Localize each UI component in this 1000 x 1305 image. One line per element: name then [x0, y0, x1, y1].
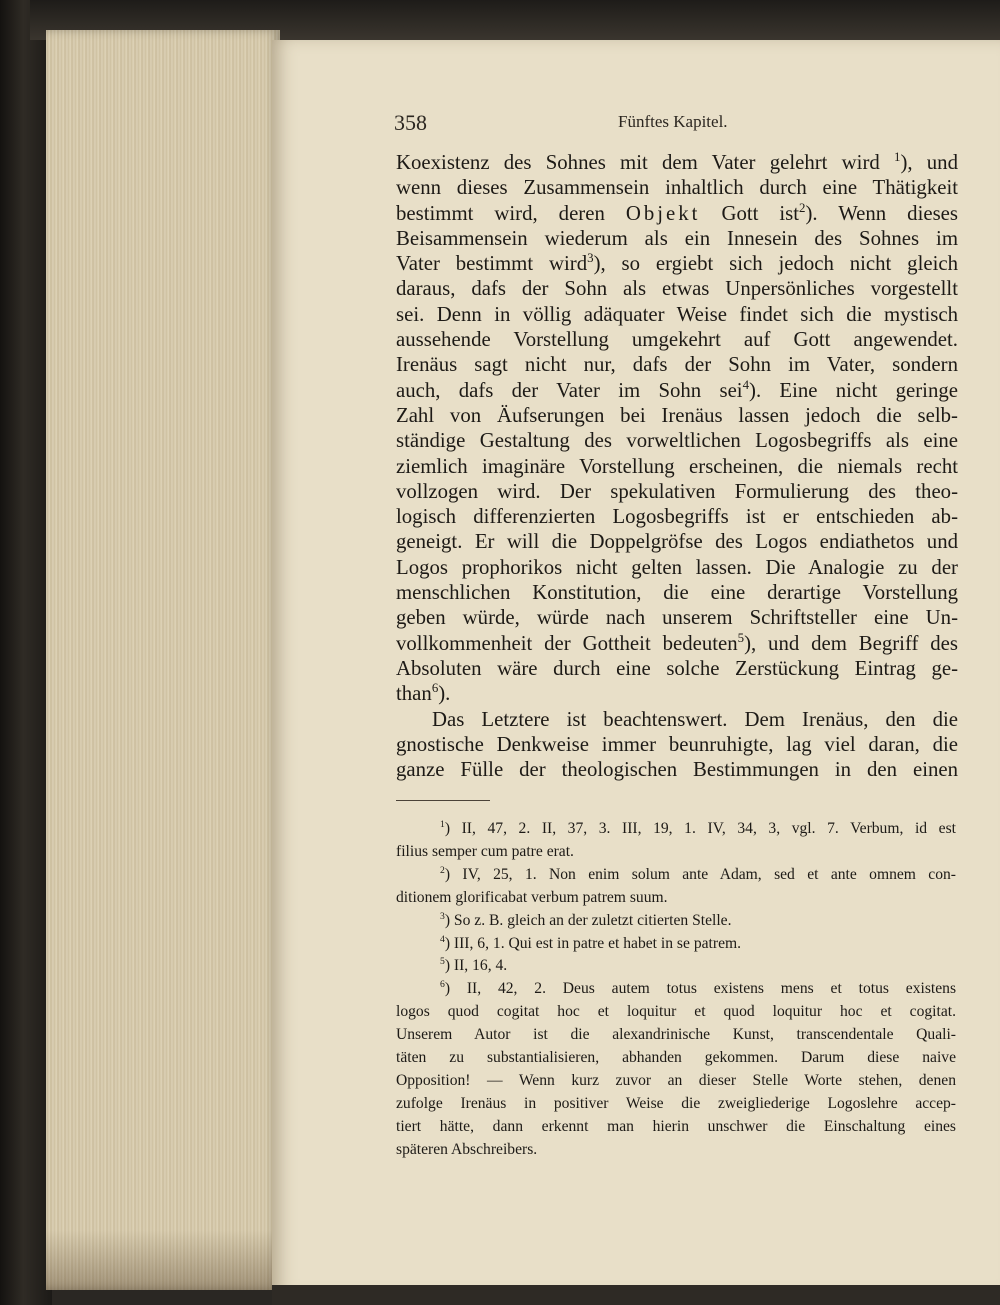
book-page	[272, 40, 1000, 1295]
text-line: logisch differenzierten Logosbegriffs ist er entschieden ab-	[396, 505, 958, 529]
footnote-line: $^4$) III, 6, 1. Qui est in patre et habet in se patrem.	[440, 933, 742, 952]
footnote-line: Unserem Autor ist die alexandrinische Kunst, transcendentale Quali-	[396, 1026, 956, 1044]
text-line: geneigt. Er will die Doppelgröfse des Logos endiathetos und	[396, 530, 958, 554]
text-line: bestimmt wird, deren Objekt Gott ist$^2$). Wenn dieses	[396, 200, 959, 225]
text-line: wenn dieses Zusammensein inhaltlich durch eine Thätigkeit	[396, 176, 958, 200]
footnote-line: Opposition! — Wenn kurz zuvor an dieser Stelle Worte stehen, denen	[396, 1071, 956, 1089]
text-line: Vater bestimmt wird$^3$), so ergiebt sich jedoch nicht gleich	[396, 251, 958, 276]
book-binding	[0, 0, 52, 1305]
running-head: Fünftes Kapitel.	[618, 112, 728, 131]
text-line: Logos prophorikos nicht gelten lassen. Die Analogie zu der	[396, 555, 958, 579]
body-text	[396, 150, 958, 782]
text-line: gnostische Denkweise immer beunruhigte, lag viel daran, die	[396, 732, 958, 756]
footnote-line: $^2$) IV, 25, 1. Non enim solum ante Adam, sed et ante omnem con-	[440, 864, 956, 883]
page-number: 358	[394, 110, 427, 135]
footnote-line: ditionem glorificabat verbum patrem suum.	[396, 888, 668, 906]
text-line: ganze Fülle der theologischen Bestimmungen in den einen	[396, 758, 958, 782]
footnote-line: $^1$) II, 47, 2. II, 37, 3. III, 19, 1. IV, 34, 3, vgl. 7. Verbum, id est	[440, 818, 956, 837]
text-line: Das Letztere ist beachtenswert. Dem Irenäus, den die	[432, 707, 958, 731]
footnote-line: $^6$) II, 42, 2. Deus autem totus existens mens et totus existens	[440, 979, 957, 998]
text-line: menschlichen Konstitution, die eine derartige Vorstellung	[396, 581, 958, 605]
footnote-line: $^5$) II, 16, 4.	[440, 956, 508, 975]
text-line: than$^6$).	[396, 681, 451, 706]
text-line: Zahl von Äufserungen bei Irenäus lassen jedoch die selb-	[396, 403, 958, 427]
footnote-line: filius semper cum patre erat.	[396, 842, 574, 860]
text-line: Koexistenz des Sohnes mit dem Vater gelehrt wird $^1$), und	[396, 150, 958, 174]
footnote-line: tiert hätte, dann erkennt man hierin unschwer die Einschaltung eines	[396, 1117, 956, 1135]
text-line: vollzogen wird. Der spekulativen Formulierung des theo-	[396, 479, 958, 503]
footnote-divider	[396, 800, 490, 801]
text-line: vollkommenheit der Gottheit bedeuten$^5$), und dem Begriff des	[396, 630, 958, 655]
text-line: sei. Denn in völlig adäquater Weise findet sich die mystisch	[396, 302, 958, 326]
footnote-line: $^3$) So z. B. gleich an der zuletzt citierten Stelle.	[440, 910, 732, 929]
footnotes	[396, 818, 956, 1162]
text-line: ständige Gestaltung des vorweltlichen Logosbegriffs als eine	[396, 429, 958, 453]
text-line: geben würde, würde nach unserem Schriftsteller eine Un-	[396, 606, 958, 630]
text-line: Irenäus sagt nicht nur, dafs der Sohn im Vater, sondern	[396, 353, 958, 377]
text-line: Beisammensein wiederum als ein Innesein des Sohnes im	[396, 226, 958, 250]
footnote-line: späteren Abschreibers.	[396, 1140, 538, 1158]
page-header	[394, 110, 954, 140]
text-line: aussehende Vorstellung umgekehrt auf Gott angewendet.	[396, 328, 958, 352]
text-line: auch, dafs der Vater im Sohn sei$^4$). Eine nicht geringe	[396, 377, 958, 402]
page-edges-stack	[46, 30, 280, 1290]
book-bottom-edge	[272, 1285, 1000, 1305]
text-line: daraus, dafs der Sohn als etwas Unpersönliches vorgestellt	[396, 277, 958, 301]
footnote-line: logos quod cogitat hoc et loquitur et quod loquitur hoc et cogitat.	[396, 1003, 956, 1021]
footnote-line: täten zu substantialisieren, abhanden gekommen. Darum diese naive	[396, 1049, 956, 1067]
footnote-line: zufolge Irenäus in positiver Weise die zweigliederige Logoslehre accep-	[396, 1094, 956, 1112]
text-line: Absoluten wäre durch eine solche Zerstückung Eintrag ge-	[396, 656, 958, 680]
text-line: ziemlich imaginäre Vorstellung erscheinen, die niemals recht	[396, 454, 958, 478]
